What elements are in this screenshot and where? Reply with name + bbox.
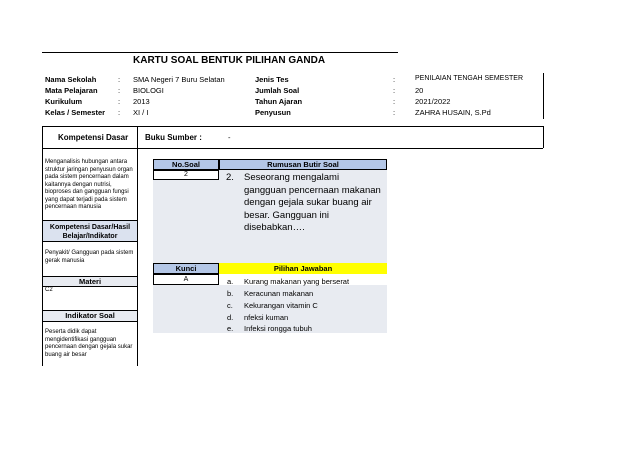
label-nama-sekolah: Nama Sekolah: [45, 75, 97, 84]
colon: :: [118, 97, 121, 106]
kd-hasil-label: Kompetensi Dasar/Hasil Belajar/Indikator: [49, 224, 131, 240]
colon: :: [393, 86, 396, 95]
label-tahun-ajaran: Tahun Ajaran: [255, 97, 303, 106]
option-letter: a.: [227, 277, 234, 286]
divider: [42, 126, 543, 127]
value-jumlah-soal: 20: [415, 86, 424, 95]
colon: :: [118, 108, 121, 117]
indikator-header: [42, 310, 138, 322]
label-kurikulum: Kurikulum: [45, 97, 83, 106]
materi-label: Materi: [78, 277, 102, 286]
value-kelas-semester: XI / I: [133, 108, 149, 117]
kd-hasil-text: Penyakit/ Gangguan pada sistem gerak manusia: [45, 250, 134, 264]
value-tahun-ajaran: 2021/2022: [415, 97, 451, 106]
pilihan-header: Pilihan Jawaban: [219, 263, 387, 274]
kunci-body: [153, 285, 219, 333]
option-text: Kekurangan vitamin C: [244, 301, 318, 310]
option-letter: e.: [227, 324, 234, 333]
option-text: Keracunan makanan: [244, 289, 314, 298]
rumusan-header: Rumusan Butir Soal: [219, 159, 387, 170]
column-divider: [137, 126, 138, 366]
no-soal-header: No.Soal: [153, 159, 219, 170]
indikator-label: Indikator Soal: [65, 311, 115, 320]
page-title: KARTU SOAL BENTUK PILIHAN GANDA: [133, 55, 326, 66]
buku-sumber-value: -: [228, 133, 231, 142]
no-soal-value: 2: [184, 171, 188, 178]
kompetensi-dasar-text: Menganalisis hubungan antara struktur jaringan penyusun organ pada sistem pencernaan dalam kaitannya dengan nutrisi, bioproses dan gangguan fungsi yang dapat terjadi pada sistem pencernaan manusia: [45, 159, 133, 210]
option-letter: b.: [227, 289, 234, 298]
top-border: [42, 52, 398, 53]
no-soal-cell: [153, 170, 219, 180]
divider: [42, 148, 543, 149]
label-jenis-tes: Jenis Tes: [255, 75, 289, 84]
colon: :: [393, 75, 396, 84]
kd-hasil-header: [42, 220, 138, 242]
option-text: nfeksi kuman: [244, 313, 289, 322]
right-border: [543, 126, 544, 148]
indikator-text: Peserta didik dapat mengidentifikasi gangguan pencernaan dengan gejala sukar buang air besar: [45, 329, 133, 358]
value-nama-sekolah: SMA Negeri 7 Buru Selatan: [133, 75, 225, 84]
option-text: Kurang makanan yang berserat: [244, 277, 350, 286]
option-letter: d.: [227, 313, 234, 322]
kompetensi-dasar-label: Kompetensi Dasar: [58, 133, 129, 142]
label-mata-pelajaran: Mata Pelajaran: [45, 86, 98, 95]
colon: :: [393, 108, 396, 117]
colon: :: [118, 75, 121, 84]
left-border: [42, 126, 43, 366]
value-kurikulum: 2013: [133, 97, 150, 106]
materi-text: C2: [45, 287, 53, 293]
value-mata-pelajaran: BIOLOGI: [133, 86, 164, 95]
label-jumlah-soal: Jumlah Soal: [255, 86, 300, 95]
buku-sumber-label: Buku Sumber :: [145, 133, 202, 142]
value-penyusun: ZAHRA HUSAIN, S.Pd: [415, 108, 491, 117]
question-text: Seseorang mengalami gangguan pencernaan makanan dengan gejala sukar buang air besar. Gangguan ini disebabkan….: [244, 172, 381, 233]
kunci-header: Kunci: [153, 263, 219, 274]
kunci-value: A: [183, 276, 189, 283]
colon: :: [118, 86, 121, 95]
materi-header: [42, 276, 138, 287]
question-number: 2.: [226, 172, 234, 183]
colon: :: [393, 97, 396, 106]
right-border: [543, 73, 544, 119]
label-penyusun: Penyusun: [255, 108, 291, 117]
label-kelas-semester: Kelas / Semester: [45, 108, 106, 117]
value-jenis-tes: PENILAIAN TENGAH SEMESTER: [415, 75, 524, 82]
option-text: Infeksi rongga tubuh: [244, 324, 312, 333]
option-letter: c.: [227, 301, 233, 310]
kunci-cell: [153, 274, 219, 285]
